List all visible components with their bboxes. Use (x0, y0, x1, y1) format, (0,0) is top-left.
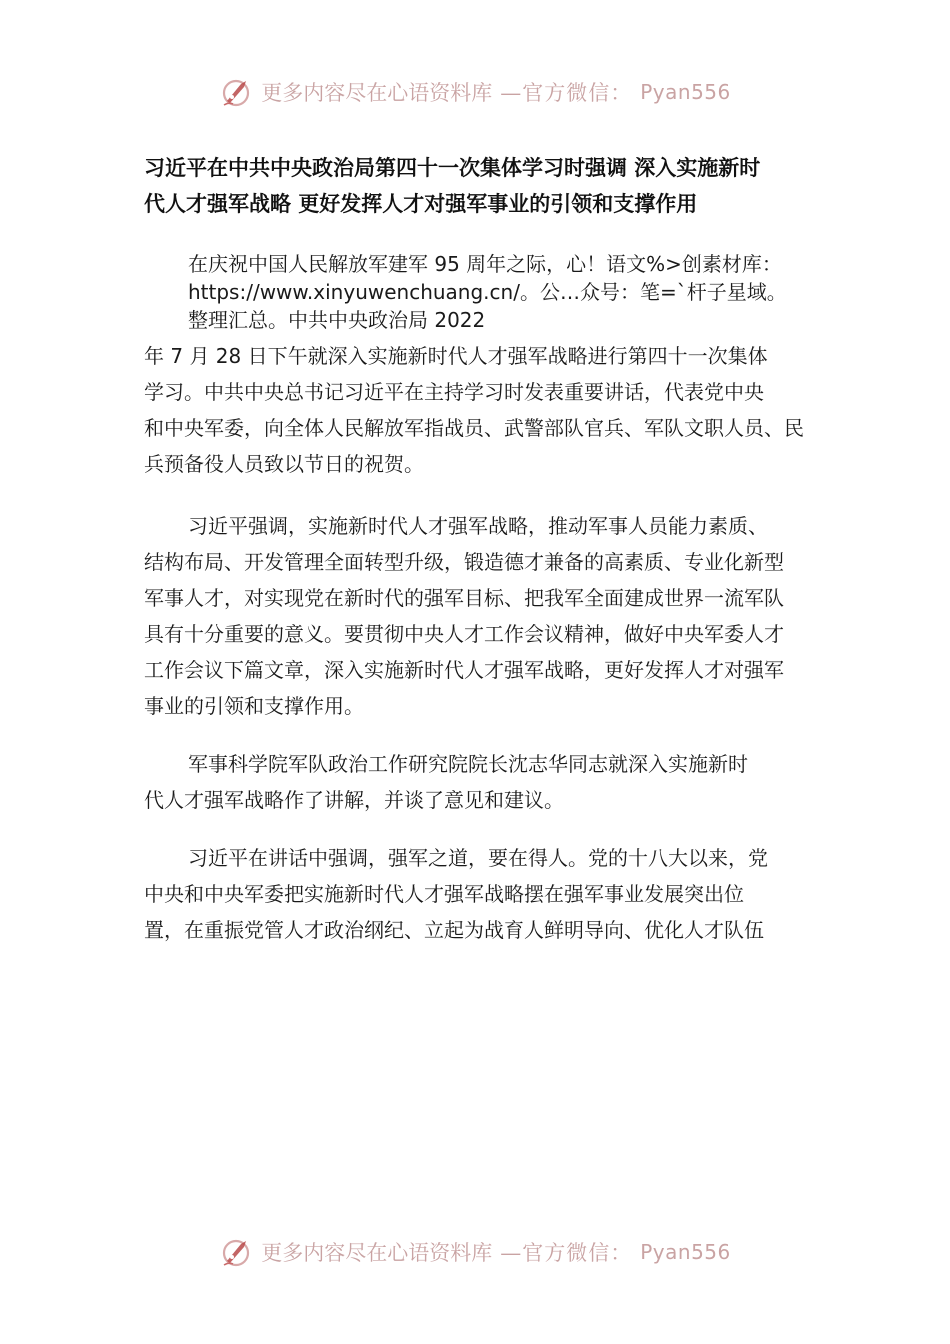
footer-banner (0, 1232, 950, 1272)
title-line: 习近平在中共中央政治局第四十一次集体学习时强调 深入实施新时 (144, 156, 761, 180)
header-banner (0, 72, 950, 112)
text-line: 结构布局、开发管理全面转型升级，锻造德才兼备的高素质、专业化新型 (144, 550, 784, 574)
site-name: 更多内容尽在心语资料库 (261, 1241, 493, 1265)
text-line: 年 7 月 28 日下午就深入实施新时代人才强军战略进行第四十一次集体 (144, 344, 768, 368)
text-line: 具有十分重要的意义。要贯彻中央人才工作会议精神，做好中央军委人才 (144, 622, 784, 646)
intro-line: https://www.xinyuwenchuang.cn/。公…众号：笔=`杆子星域。 (188, 280, 787, 304)
wechat-handle: Pyan556 (640, 80, 731, 104)
text-line: 习近平强调，实施新时代人才强军战略，推动军事人员能力素质、 (188, 514, 768, 538)
pen-nib-logo-icon (219, 75, 253, 109)
wechat-handle: Pyan556 (640, 1240, 731, 1264)
text-line: 兵预备役人员致以节日的祝贺。 (144, 452, 424, 476)
intro-paragraph (188, 250, 820, 334)
text-line: 中央和中央军委把实施新时代人才强军战略摆在强军事业发展突出位 (144, 882, 744, 906)
intro-line: 整理汇总。中共中央政治局 2022 (188, 308, 486, 332)
intro-continuation (144, 338, 820, 482)
text-line: 军事人才，对实现党在新时代的强军目标、把我军全面建成世界一流军队 (144, 586, 784, 610)
paragraph (144, 508, 820, 724)
paragraph (144, 840, 820, 948)
text-line: 工作会议下篇文章，深入实施新时代人才强军战略，更好发挥人才对强军 (144, 658, 784, 682)
title-line: 代人才强军战略 更好发挥人才对强军事业的引领和支撑作用 (144, 192, 698, 216)
site-name: 更多内容尽在心语资料库 (261, 81, 493, 105)
wechat-label: —官方微信： (500, 81, 633, 105)
intro-line: 在庆祝中国人民解放军建军 95 周年之际，心！语文%>创素材库： (188, 252, 782, 276)
pen-nib-logo-icon (219, 1235, 253, 1269)
text-line: 军事科学院军队政治工作研究院院长沈志华同志就深入实施新时 (188, 752, 748, 776)
text-line: 事业的引领和支撑作用。 (144, 694, 364, 718)
article-title (144, 150, 814, 222)
paragraph (144, 746, 820, 818)
article-body (144, 150, 820, 948)
text-line: 代人才强军战略作了讲解，并谈了意见和建议。 (144, 788, 564, 812)
text-line: 置，在重振党管人才政治纲纪、立起为战育人鲜明导向、优化人才队伍 (144, 918, 764, 942)
text-line: 和中央军委，向全体人民解放军指战员、武警部队官兵、军队文职人员、民 (144, 416, 804, 440)
text-line: 学习。中共中央总书记习近平在主持学习时发表重要讲话，代表党中央 (144, 380, 764, 404)
wechat-label: —官方微信： (500, 1241, 633, 1265)
text-line: 习近平在讲话中强调，强军之道，要在得人。党的十八大以来，党 (188, 846, 768, 870)
